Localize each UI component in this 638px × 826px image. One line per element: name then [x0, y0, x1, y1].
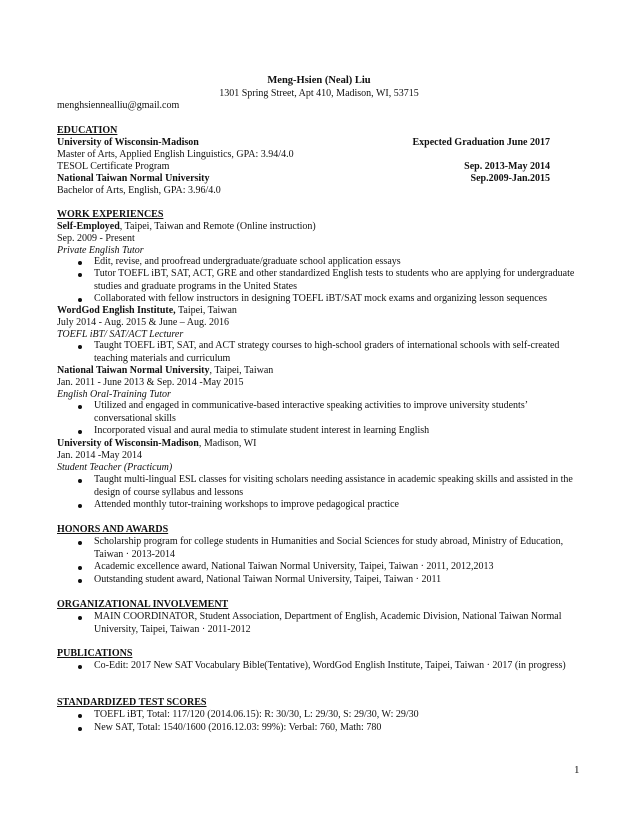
bullet-icon — [78, 273, 82, 277]
honors-bullet-3: Outstanding student award, National Taiwan Normal University, Taipei, Taiwan · 2011 — [94, 574, 442, 585]
edu-school-ntnu: National Taiwan Normal University — [57, 173, 210, 184]
edu-ntnu-degree: Bachelor of Arts, English, GPA: 3.96/4.0 — [57, 185, 221, 196]
job-4-location: , Madison, WI — [198, 438, 257, 449]
job-1-org: Self-Employed — [57, 221, 120, 232]
job-4-date: Jan. 2014 -May 2014 — [57, 450, 142, 461]
bullet-icon — [78, 566, 82, 570]
scores-heading: STANDARDIZED TEST SCORES — [57, 697, 207, 708]
bullet-icon — [78, 298, 82, 302]
pubs-heading: PUBLICATIONS — [57, 648, 133, 659]
job-3-org-line — [57, 365, 273, 377]
job-1-location: , Taipei, Taiwan and Remote (Online instruction) — [119, 221, 316, 232]
resume-email: menghsiennealliu@gmail.com — [57, 100, 180, 111]
job-4-bullet-1: Taught multi-lingual ESL classes for visiting scholars needing assistance in academic speaking skills and assisted in the design of course syllabus and lessons — [94, 474, 573, 498]
bullet-icon — [78, 504, 82, 508]
bullet-icon — [78, 616, 82, 620]
work-heading: WORK EXPERIENCES — [57, 209, 164, 220]
edu-ntnu-dates: Sep.2009-Jan.2015 — [470, 173, 550, 184]
job-2-org: WordGod English Institute, — [57, 305, 176, 316]
edu-school-uw: University of Wisconsin-Madison — [57, 137, 199, 148]
bullet-icon — [78, 665, 82, 669]
job-1-bullet-2: Tutor TOEFL iBT, SAT, ACT, GRE and other standardized English tests to students who are applying for undergraduate studies and graduate programs in the United States — [94, 268, 575, 292]
scores-bullet-2: New SAT, Total: 1540/1600 (2016.12.03: 99%): Verbal: 760, Math: 780 — [94, 722, 382, 733]
bullet-icon — [78, 579, 82, 583]
job-2-location: Taipei, Taiwan — [175, 305, 237, 316]
resume-name: Meng-Hsien (Neal) Liu — [267, 75, 371, 86]
job-1-header — [57, 221, 316, 233]
job-4-bullet-2: Attended monthly tutor-training workshops to improve pedagogical practice — [94, 499, 399, 510]
job-3-bullet-2: Incorporated visual and aural media to stimulate student interest in learning English — [94, 425, 430, 436]
job-1-bullet-3: Collaborated with fellow instructors in designing TOEFL iBT/SAT mock exams and organizing lesson sequences — [94, 293, 547, 304]
org-bullet-1: MAIN COORDINATOR, Student Association, Department of English, Academic Division, National Taiwan Normal University, Taipei, Taiwan · 2011-2012 — [94, 611, 562, 635]
edu-uw-degree: Master of Arts, Applied English Linguistics, GPA: 3.94/4.0 — [57, 149, 294, 160]
edu-uw-graduation: Expected Graduation June 2017 — [412, 137, 550, 148]
bullet-icon — [78, 479, 82, 483]
honors-bullet-2: Academic excellence award, National Taiwan Normal University, Taipei, Taiwan · 2011, 2012,2013 — [94, 561, 494, 572]
honors-heading: HONORS AND AWARDS — [57, 524, 169, 535]
job-4-org-line — [57, 438, 256, 450]
bullet-icon — [78, 727, 82, 731]
edu-tesol-dates: Sep. 2013-May 2014 — [464, 161, 550, 172]
bullet-icon — [78, 405, 82, 409]
org-heading: ORGANIZATIONAL INVOLVEMENT — [57, 599, 229, 610]
pubs-bullet-1: Co-Edit: 2017 New SAT Vocabulary Bible(Tentative), WordGod English Institute, Taipei, Taiwan · 2017 (in progress) — [94, 660, 566, 671]
page-number: 1 — [574, 764, 580, 776]
job-1-date: Sep. 2009 - Present — [57, 233, 135, 244]
job-2-title: TOEFL iBT/ SAT/ACT Lecturer — [57, 329, 184, 340]
bullet-icon — [78, 430, 82, 434]
job-1-title: Private English Tutor — [57, 245, 144, 256]
edu-tesol: TESOL Certificate Program — [57, 161, 170, 172]
job-3-location: , Taipei, Taiwan — [209, 365, 274, 376]
job-2-bullet-1: Taught TOEFL iBT, SAT, and ACT strategy courses to high-school graders of international schools with self-created teaching materials and curriculum — [94, 340, 560, 364]
resume-address: 1301 Spring Street, Apt 410, Madison, WI, 53715 — [219, 88, 419, 99]
job-3-title: English Oral-Training Tutor — [57, 389, 171, 400]
job-4-org: University of Wisconsin-Madison — [57, 438, 199, 449]
job-3-bullet-1: Utilized and engaged in communicative-based interactive speaking activities to improve university students’ conversational skills — [94, 400, 528, 424]
honors-bullet-1: Scholarship program for college students in Humanities and Social Sciences for study abroad, Ministry of Education, Taiwan · 2013-2014 — [94, 536, 564, 560]
job-1-bullet-1: Edit, revise, and proofread undergraduate/graduate school application essays — [94, 256, 401, 267]
job-3-date: Jan. 2011 - June 2013 & Sep. 2014 -May 2015 — [57, 377, 244, 388]
bullet-icon — [78, 714, 82, 718]
education-heading: EDUCATION — [57, 125, 118, 136]
scores-bullet-1: TOEFL iBT, Total: 117/120 (2014.06.15): R: 30/30, L: 29/30, S: 29/30, W: 29/30 — [94, 709, 419, 720]
job-2-org-line — [57, 305, 237, 317]
job-3-org: National Taiwan Normal University — [57, 365, 210, 376]
bullet-icon — [78, 261, 82, 265]
bullet-icon — [78, 541, 82, 545]
job-2-date: July 2014 - Aug. 2015 & June – Aug. 2016 — [57, 317, 229, 328]
job-4-title: Student Teacher (Practicum) — [57, 462, 173, 473]
bullet-icon — [78, 345, 82, 349]
